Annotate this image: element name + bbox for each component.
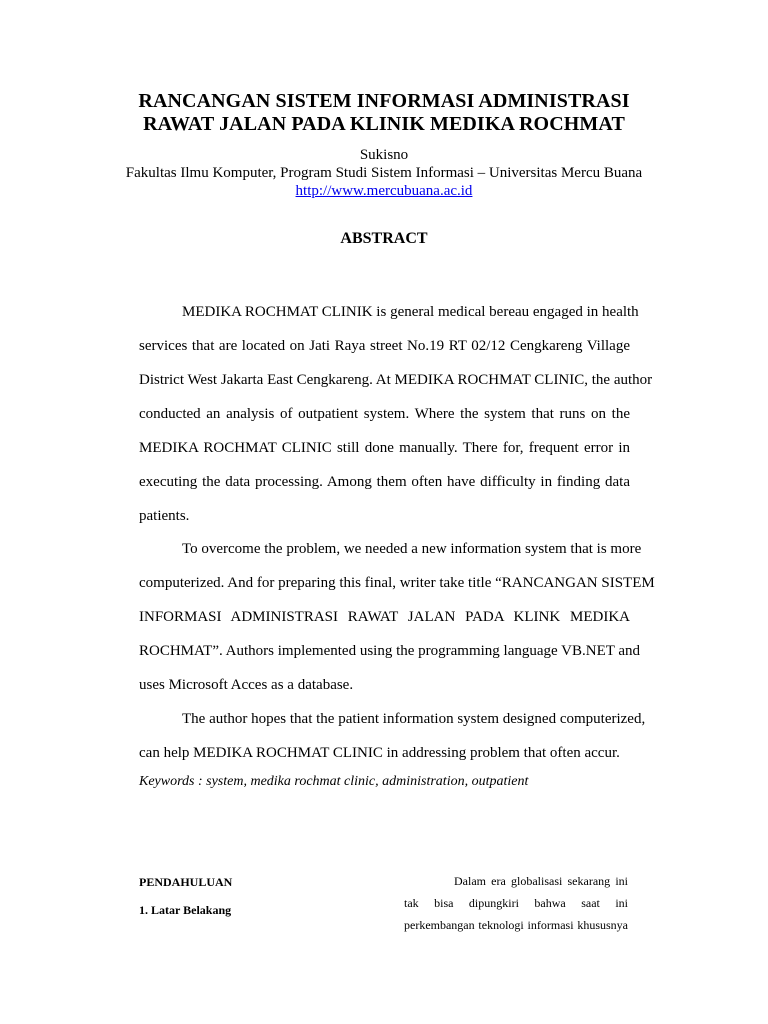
paragraph-line: District West Jakarta East Cengkareng. At MEDIKA ROCHMAT CLINIC, the author (139, 372, 653, 388)
paragraph-line: services that are located on Jati Raya street No.19 RT 02/12 Cengkareng Village (139, 338, 630, 354)
paragraph-line: executing the data processing. Among them often have difficulty in finding data (139, 474, 630, 490)
paragraph-line: The author hopes that the patient information system designed computerized, (182, 711, 646, 727)
paragraph-line: uses Microsoft Acces as a database. (139, 677, 354, 693)
author-affiliation: Fakultas Ilmu Komputer, Program Studi Sistem Informasi – Universitas Mercu Buana (125, 165, 643, 181)
column-line: Dalam era globalisasi sekarang ini (454, 874, 628, 888)
keywords-line: Keywords : system, medika rochmat clinic, administration, outpatient (139, 774, 529, 789)
paragraph-line: MEDIKA ROCHMAT CLINIK is general medical bereau engaged in health (182, 304, 639, 320)
column-line: tak bisa dipungkiri bahwa saat ini (404, 896, 628, 910)
title-line-2: RAWAT JALAN PADA KLINIK MEDIKA ROCHMAT (143, 113, 625, 135)
abstract-paragraph-1 (139, 295, 653, 533)
section-heading: PENDAHULUAN (139, 875, 233, 889)
author-name: Sukisno (359, 147, 409, 163)
right-column-text (404, 870, 628, 936)
paragraph-line: conducted an analysis of outpatient system. Where the system that runs on the (139, 406, 630, 422)
paragraph-line: INFORMASI ADMINISTRASI RAWAT JALAN PADA KLINK MEDIKA (139, 609, 630, 625)
paragraph-line: can help MEDIKA ROCHMAT CLINIC in addressing problem that often accur. (139, 745, 620, 761)
column-line: perkembangan teknologi informasi khususnya (404, 918, 628, 932)
abstract-heading: ABSTRACT (340, 230, 428, 247)
paragraph-line: computerized. And for preparing this final, writer take title “RANCANGAN SISTEM (139, 575, 655, 591)
university-link[interactable]: http://www.mercubuana.ac.id (295, 183, 473, 199)
subsection-heading: 1. Latar Belakang (139, 903, 232, 917)
paragraph-line: MEDIKA ROCHMAT CLINIC still done manually. There for, frequent error in (139, 440, 630, 456)
paragraph-line: ROCHMAT”. Authors implemented using the programming language VB.NET and (139, 643, 641, 659)
title-line-1: RANCANGAN SISTEM INFORMASI ADMINISTRASI (138, 90, 630, 112)
paragraph-line: patients. (139, 508, 190, 524)
abstract-paragraph-3 (139, 702, 646, 770)
paragraph-line: To overcome the problem, we needed a new information system that is more (182, 541, 642, 557)
abstract-paragraph-2 (139, 532, 655, 702)
url-container (0, 182, 768, 200)
